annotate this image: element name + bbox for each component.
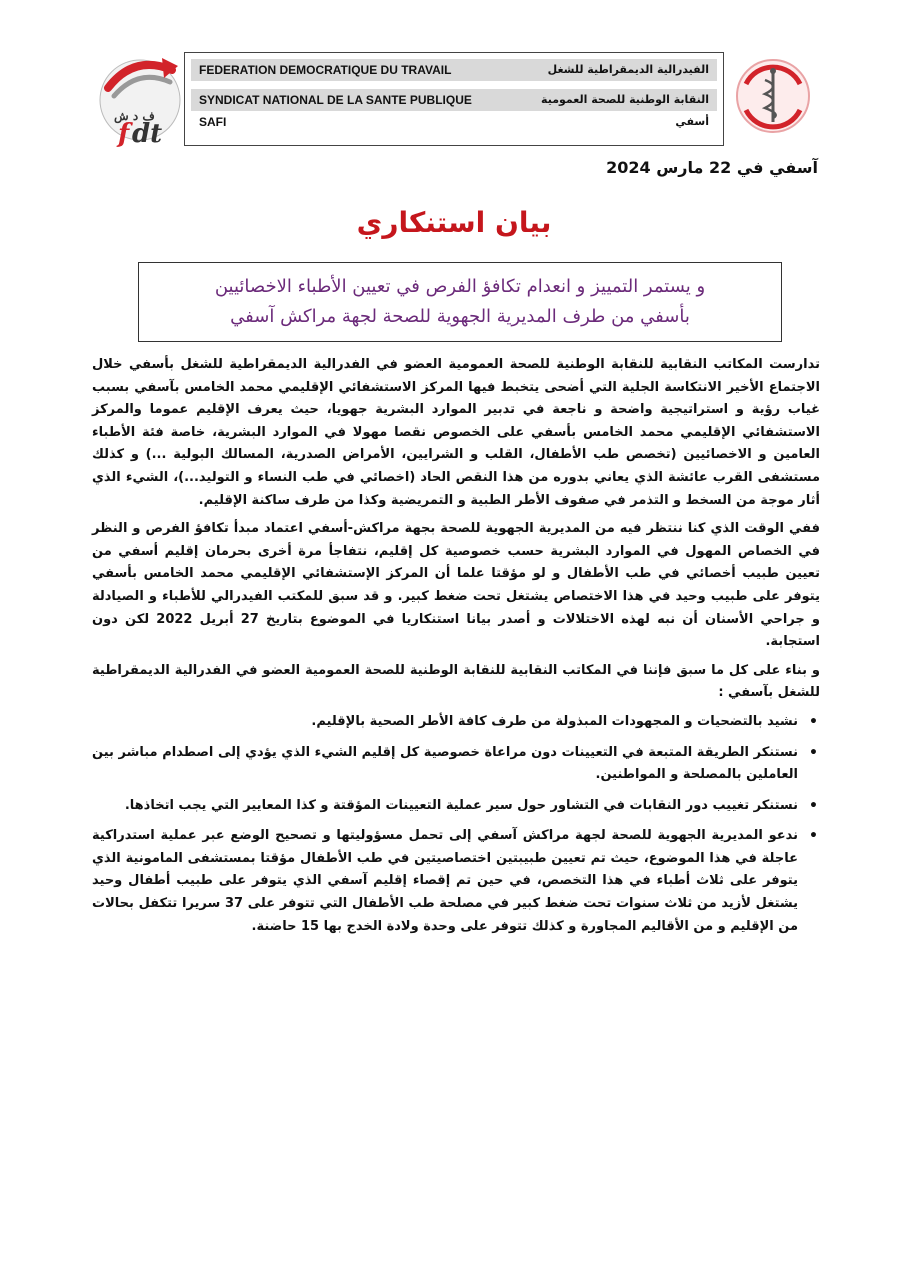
subtitle-line: بأسفي من طرف المديرية الجهوية للصحة لجهة مراكش آسفي: [230, 306, 690, 327]
federation-name-ar: الفيدرالية الديمقراطية للشغل: [547, 63, 709, 76]
bullet-icon: •: [809, 713, 818, 730]
demand-text: ندعو المديرية الجهوية للصحة لجهة مراكش آسفي إلى تحمل مسؤوليتها و تصحيح الوضع عبر عملية استدراكية عاجلة في هذا الموضوع، حيث تم تعيين طبيبتين اختصاصيتين في طب الأطفال مؤقتا بمستشفى المامونية الذي يتوفر على ثلاث أطباء في هذا التخصص، في حين تم إقصاء إقليم آسفي الذي يتوفر على طبيب أطفال وحيد يشتغل لأزيد من ثلاث سنوات تحت ضغط كبير في مصلحة طب الأطفال التي تتوفر على 37 سريرا تتكفل بحالات من الإقليم و من الأقاليم المجاورة و كذلك تتوفر على وحدة ولادة الخدج بها 15 حاضنة.: [92, 828, 798, 934]
syndicate-name-fr: SYNDICAT NATIONAL DE LA SANTE PUBLIQUE: [199, 93, 472, 107]
bullet-icon: •: [809, 797, 818, 814]
letterhead-box: [184, 52, 724, 146]
demand-text: نستنكر تغييب دور النقابات في التشاور حول سير عملية التعيينات المؤقتة و كذا المعايير التي يجب اتخاذها.: [124, 797, 798, 813]
demand-text: نشيد بالتضحيات و المجهودات المبذولة من طرف كافة الأطر الصحية بالإقليم.: [311, 713, 798, 729]
demand-item: [92, 825, 818, 938]
document-date: آسفي في 22 مارس 2024: [606, 158, 818, 177]
demands-list: [92, 711, 820, 938]
city-fr: SAFI: [199, 115, 227, 129]
federation-name-fr: FEDERATION DEMOCRATIQUE DU TRAVAIL: [199, 63, 452, 77]
body-paragraph: و بناء على كل ما سبق فإننا في المكاتب النقابية للنقابة الوطنية للصحة العمومية العضو في الفدرالية الديمقراطية للشغل بآسفي :: [92, 662, 820, 701]
bullet-icon: •: [809, 828, 818, 845]
demand-item: [92, 711, 818, 734]
svg-text:f: f: [118, 119, 130, 148]
subtitle-box: [138, 262, 782, 342]
body-paragraph: تدارست المكاتب النقابية للنقابة الوطنية للصحة العمومية العضو في الفدرالية الديمقراطية للشغل بأسفي خلال الاجتماع الأخير الانتكاسة الجلية التي أضحى يتخبط فيها المركز الاستشفائي الإقليمي محمد الخامس بآسفي بسبب غياب رؤية و استراتيجية واضحة و ناجعة في تدبير الموارد البشرية جهويا، حيث يعرف الإقليم عموما والمركز الاستشفائي الإقليمي محمد الخامس بأسفي على الخصوص نقصا مهولا في الموارد البشرية، خاصة فئة الأطباء العامين و الاخصائيين (تخصص طب الأطفال، القلب و الشرايين، الأمراض الصدرية، المسالك البولية ...) و كذلك مستشفى القرب عائشة الذي يعاني بدوره من هذا النقص الحاد (اخصائي في طب النساء و التوليد...)، الشيء الذي أثار موجة من السخط و التذمر في صفوف الأطر الطبية و التمريضية وكذا من طرف ساكنة الإقليم.: [92, 357, 820, 508]
city-ar: أسفي: [675, 115, 709, 128]
fdt-logo: [94, 48, 186, 148]
statement-body: [92, 354, 820, 946]
svg-text:dt: dt: [132, 119, 163, 148]
document-title: بيان استنكاري: [356, 206, 552, 239]
demand-item: [92, 742, 818, 787]
health-union-logo: [732, 54, 814, 138]
syndicate-name-ar: النقابة الوطنية للصحة العمومية: [541, 93, 709, 106]
subtitle-line: و يستمر التمييز و انعدام تكافؤ الفرص في تعيين الأطباء الاخصائيين: [214, 276, 706, 297]
demand-item: [92, 795, 818, 818]
svg-text:ف د ش: ف د ش: [114, 109, 155, 123]
bullet-icon: •: [809, 744, 818, 761]
demand-text: نستنكر الطريقة المتبعة في التعيينات دون مراعاة خصوصية كل إقليم الشيء الذي يؤدي إلى اصطدام مباشر بين العاملين بالمصلحة و المواطنين.: [92, 744, 798, 783]
body-paragraph: ففي الوقت الذي كنا ننتظر فيه من المديرية الجهوية للصحة بجهة مراكش-أسفي اعتماد مبدأ تكافؤ الفرص و النظر في الخصاص المهول في الموارد البشرية حسب خصوصية كل إقليم، نتفاجأ مرة أخرى بحرمان إقليم أسفي من تعيين طبيب أخصائي في طب الأطفال و لو مؤقتا علما أن المركز الإستشفائي الإقليمي محمد الخامس بأسفي يتوفر على طبيب وحيد في هذا الاختصاص يشتغل تحت ضغط كبير. و قد سبق للمكتب الفيدرالي للأطباء و الصيادلة و جراحي الأسنان أن نبه لهذه الاختلالات و أصدر بيانا استنكاريا في الموضوع بتاريخ 27 أبريل 2022 لكن دون استجابة.: [92, 521, 821, 650]
